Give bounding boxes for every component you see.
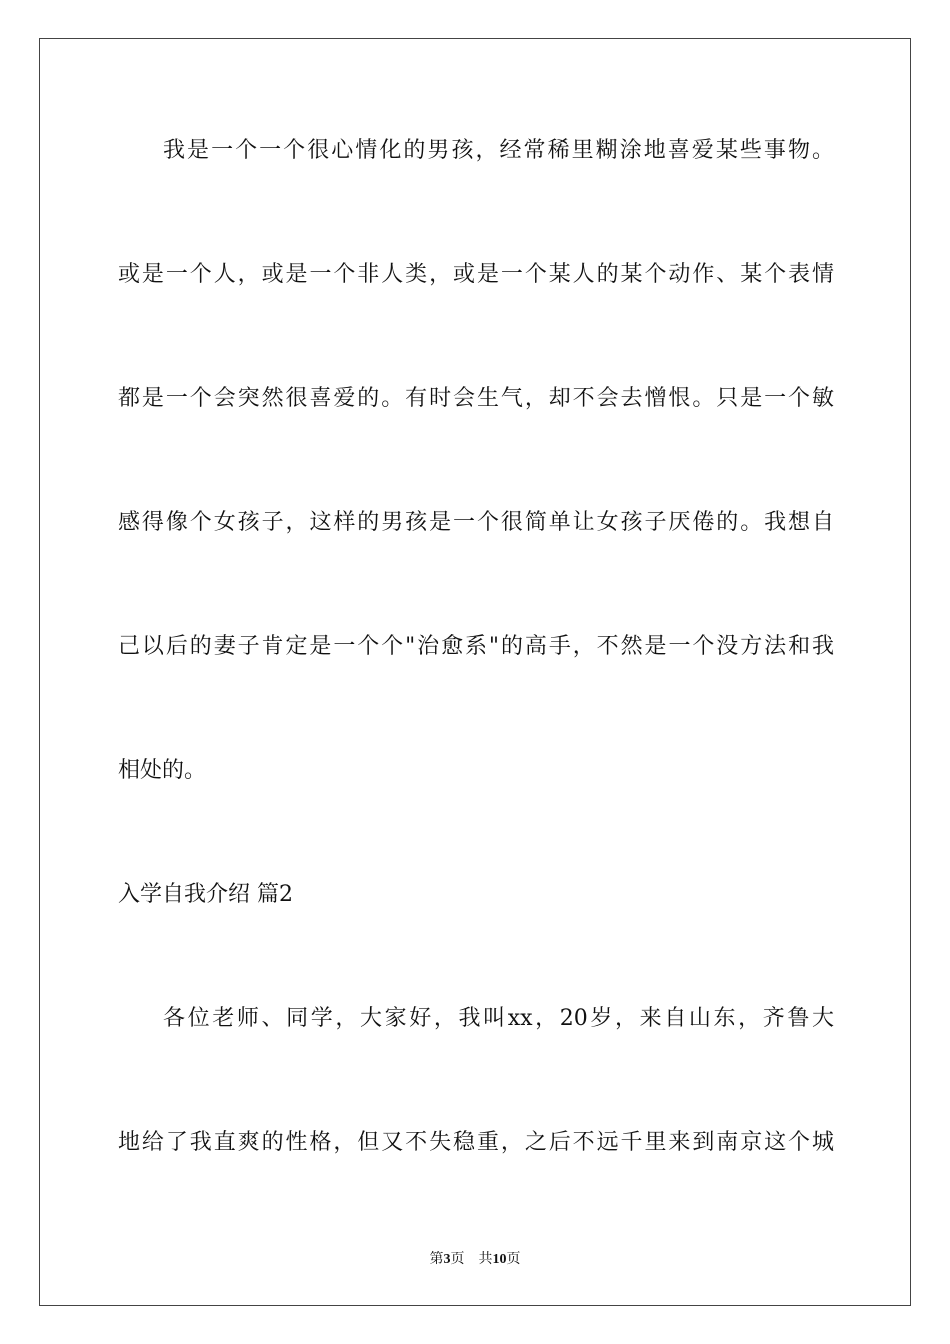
page-footer [0,1248,950,1268]
page-current: 3 [443,1252,451,1267]
paragraph-line: 都是一个会突然很喜爱的。有时会生气，却不会去憎恨。只是一个敏 [118,386,834,411]
paragraph-line: 己以后的妻子肯定是一个个"治愈系"的高手，不然是一个没方法和我 [118,634,834,659]
paragraph-line: 感得像个女孩子，这样的男孩是一个很简单让女孩子厌倦的。我想自 [118,510,834,535]
paragraph-line: 或是一个人，或是一个非人类，或是一个某人的某个动作、某个表情 [118,262,834,287]
total-prefix: 共 [478,1252,493,1267]
paragraph-line: 各位老师、同学，大家好，我叫xx，20岁，来自山东，齐鲁大 [163,1006,834,1031]
section-heading: 入学自我介绍 篇2 [118,882,293,907]
paragraph-line: 我是一个一个很心情化的男孩，经常稀里糊涂地喜爱某些事物。 [163,138,834,163]
page-total: 10 [492,1252,507,1267]
page-unit: 页 [450,1252,465,1267]
page-prefix: 第 [429,1252,444,1267]
page-border [39,38,911,1306]
paragraph-line: 相处的。 [118,758,207,783]
total-unit: 页 [506,1252,521,1267]
paragraph-line: 地给了我直爽的性格，但又不失稳重，之后不远千里来到南京这个城 [118,1130,834,1155]
